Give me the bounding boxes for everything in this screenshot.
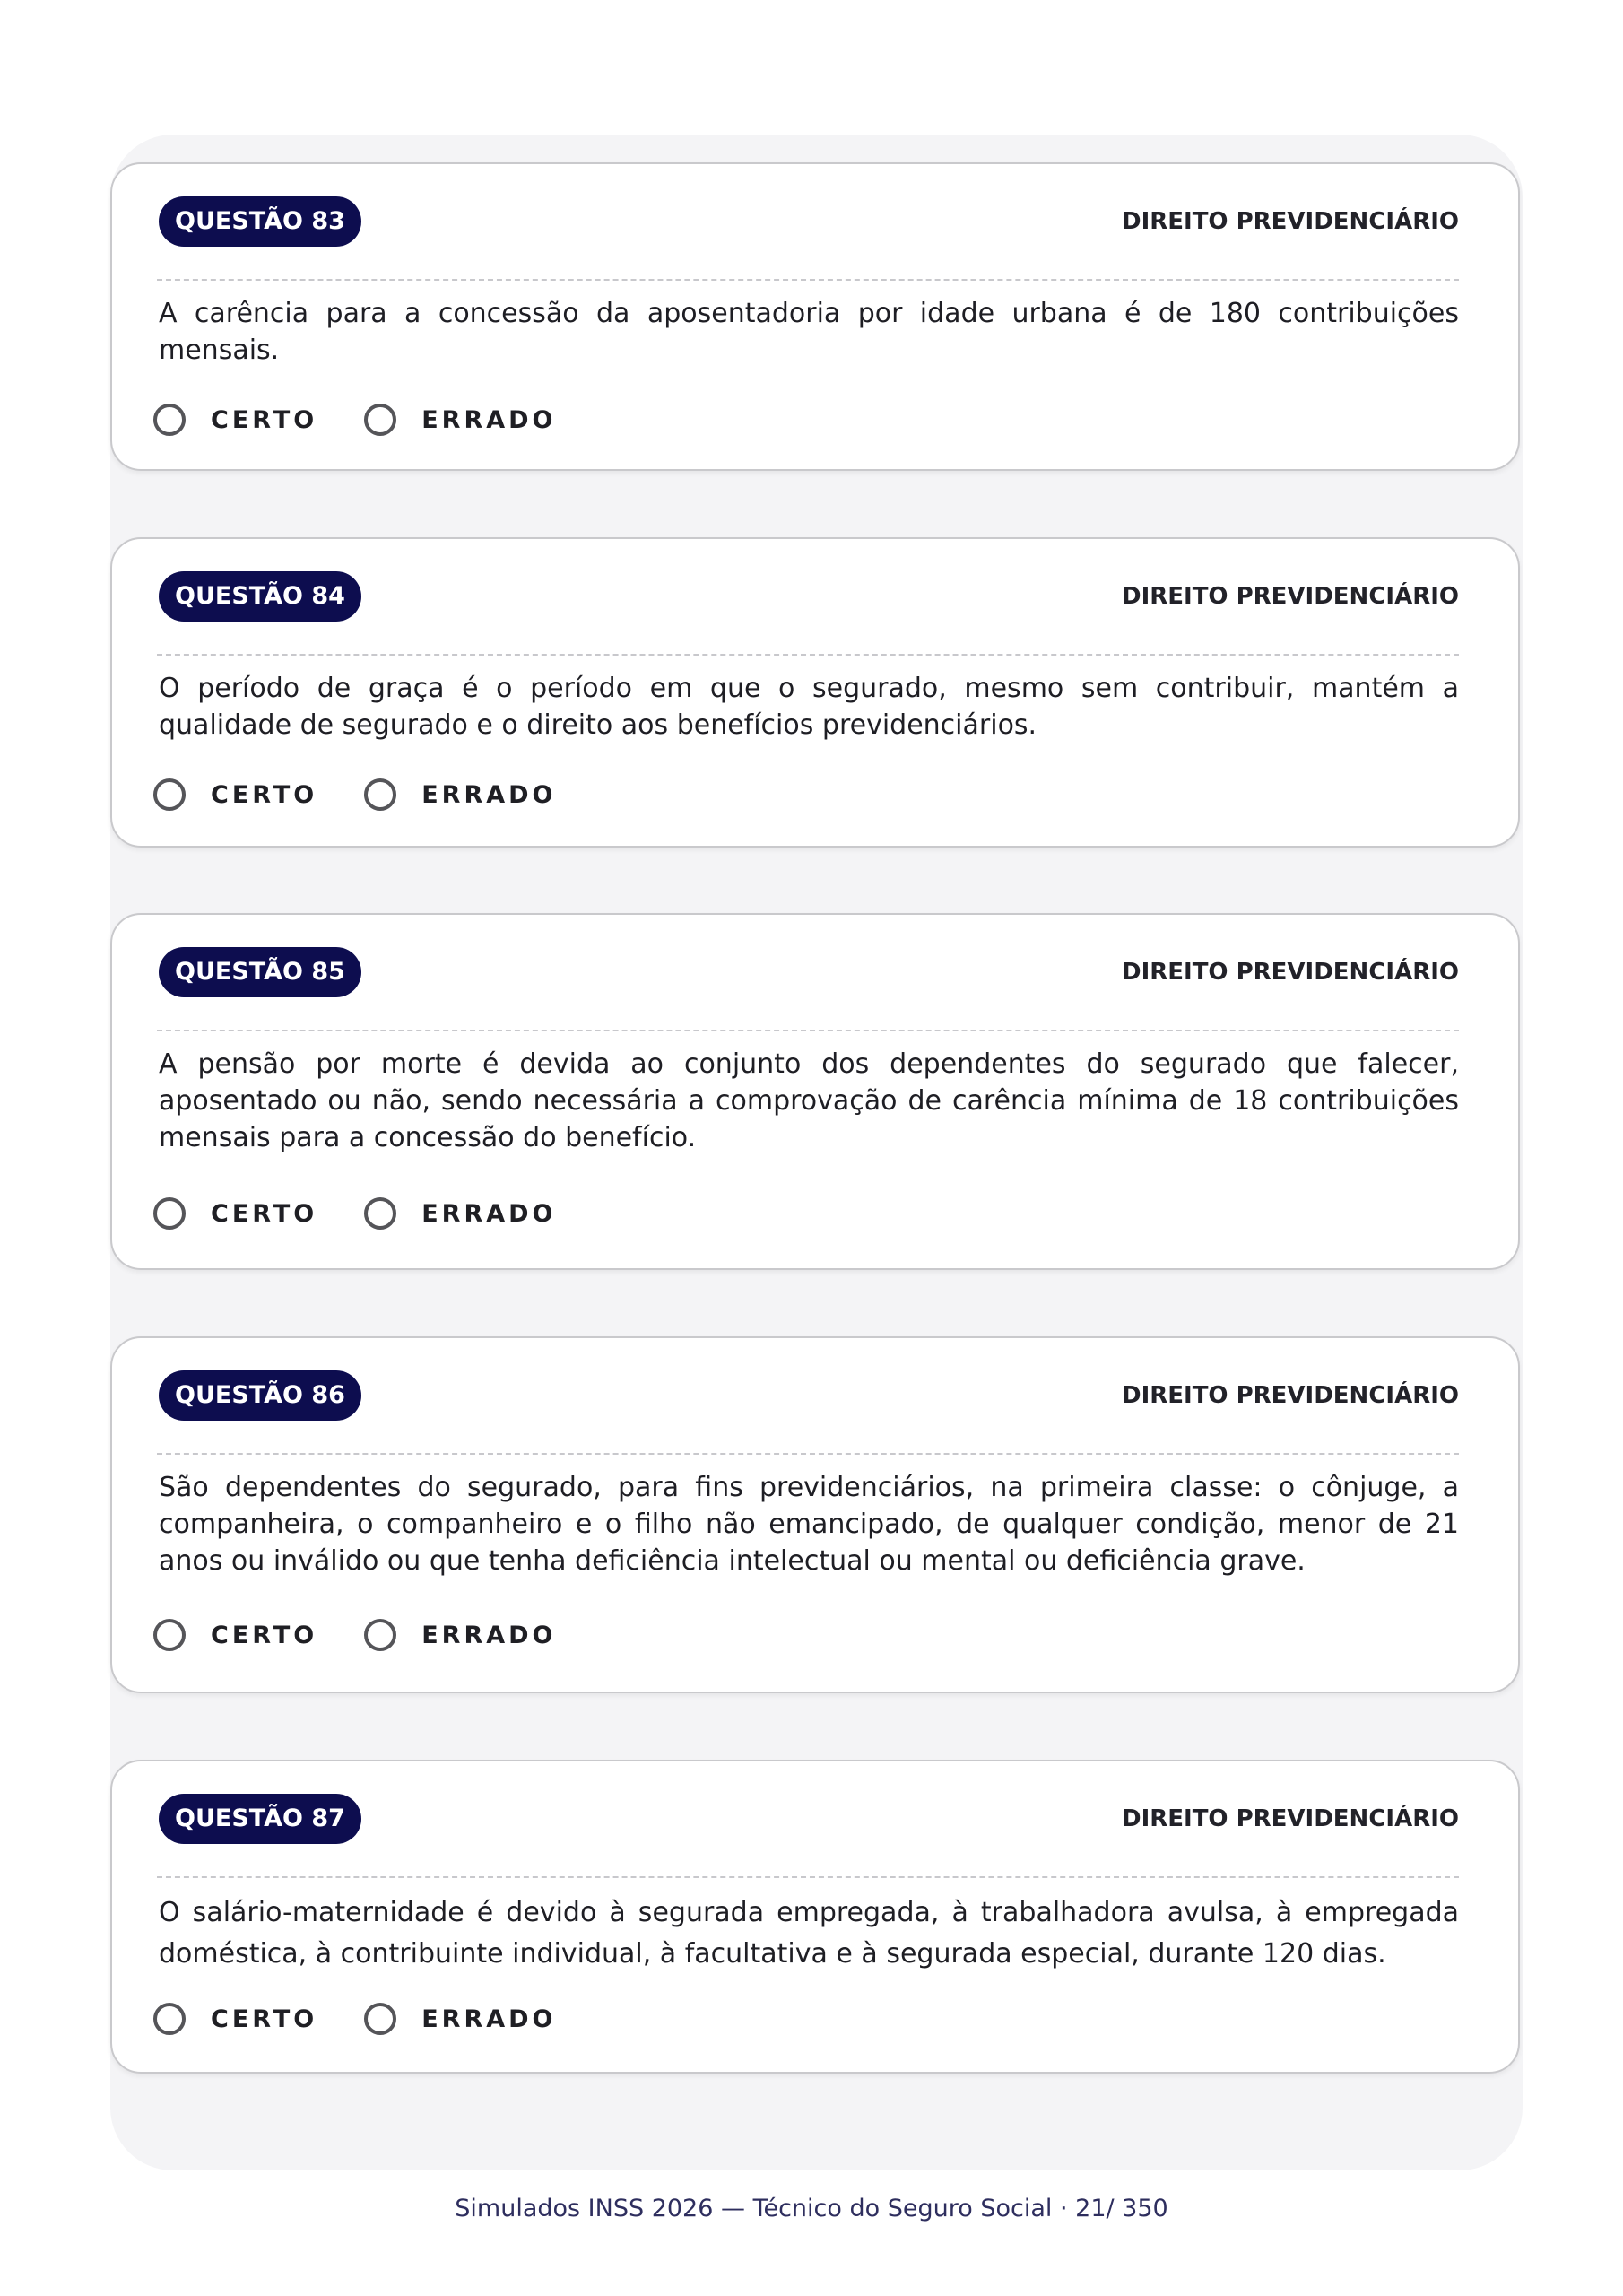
option-errado-label: ERRADO — [421, 1199, 557, 1228]
question-number-badge: QUESTÃO 85 — [159, 947, 361, 997]
option-certo[interactable] — [153, 2003, 317, 2035]
radio-button-errado[interactable] — [364, 778, 396, 811]
answer-options — [153, 1193, 603, 1234]
option-errado[interactable] — [364, 778, 556, 811]
radio-button-certo[interactable] — [153, 1619, 186, 1651]
question-statement: A carência para a concessão da aposentadoria por idade urbana é de 180 contribuições mensais. — [159, 298, 1459, 366]
option-errado-label: ERRADO — [421, 1621, 557, 1649]
question-card-84 — [110, 537, 1520, 848]
question-card-87 — [110, 1760, 1520, 2074]
question-subject: DIREITO PREVIDENCIÁRIO — [1121, 1382, 1459, 1409]
question-subject: DIREITO PREVIDENCIÁRIO — [1121, 208, 1459, 235]
page-footer: Simulados INSS 2026 — Técnico do Seguro Social · 21/ 350 — [455, 2195, 1168, 2222]
question-subject: DIREITO PREVIDENCIÁRIO — [1121, 959, 1459, 986]
answer-options — [153, 774, 603, 815]
question-statement: O período de graça é o período em que o segurado, mesmo sem contribuir, mantém a qualidade de segurado e o direito aos benefícios previdenciários. — [159, 673, 1459, 741]
option-certo-label: CERTO — [211, 405, 318, 434]
option-errado-label: ERRADO — [421, 780, 557, 809]
radio-button-errado[interactable] — [364, 1619, 396, 1651]
divider — [157, 1030, 1459, 1031]
question-subject: DIREITO PREVIDENCIÁRIO — [1121, 1805, 1459, 1832]
radio-button-certo[interactable] — [153, 404, 186, 436]
question-statement: O salário-maternidade é devido à segurada empregada, à trabalhadora avulsa, à empregada doméstica, à contribuinte individual, à facultativa e à segurada especial, durante 120 dias. — [159, 1897, 1459, 1970]
option-certo-label: CERTO — [211, 2005, 318, 2033]
question-number-badge: QUESTÃO 84 — [159, 571, 361, 622]
divider — [157, 654, 1459, 656]
answer-options — [153, 399, 603, 440]
option-certo[interactable] — [153, 404, 317, 436]
question-card-85 — [110, 913, 1520, 1270]
question-statement: A pensão por morte é devida ao conjunto dos dependentes do segurado que falecer, aposentado ou não, sendo necessária a comprovação de carência mínima de 18 contribuições mensais para a concessão do benefício. — [159, 1048, 1459, 1153]
option-errado[interactable] — [364, 404, 556, 436]
question-number-badge: QUESTÃO 87 — [159, 1794, 361, 1844]
divider — [157, 279, 1459, 281]
question-card-86 — [110, 1336, 1520, 1693]
option-certo[interactable] — [153, 1619, 317, 1651]
radio-button-certo[interactable] — [153, 2003, 186, 2035]
radio-button-errado[interactable] — [364, 2003, 396, 2035]
option-errado-label: ERRADO — [421, 2005, 557, 2033]
radio-button-errado[interactable] — [364, 1197, 396, 1230]
option-errado[interactable] — [364, 2003, 556, 2035]
option-errado[interactable] — [364, 1197, 556, 1230]
question-card-83 — [110, 162, 1520, 471]
option-certo-label: CERTO — [211, 780, 318, 809]
radio-button-errado[interactable] — [364, 404, 396, 436]
divider — [157, 1453, 1459, 1455]
option-certo[interactable] — [153, 778, 317, 811]
radio-button-certo[interactable] — [153, 1197, 186, 1230]
option-errado-label: ERRADO — [421, 405, 557, 434]
radio-button-certo[interactable] — [153, 778, 186, 811]
option-errado[interactable] — [364, 1619, 556, 1651]
question-subject: DIREITO PREVIDENCIÁRIO — [1121, 583, 1459, 610]
option-certo[interactable] — [153, 1197, 317, 1230]
answer-options — [153, 1998, 603, 2039]
answer-options — [153, 1614, 603, 1656]
question-number-badge: QUESTÃO 83 — [159, 196, 361, 247]
option-certo-label: CERTO — [211, 1621, 318, 1649]
option-certo-label: CERTO — [211, 1199, 318, 1228]
question-number-badge: QUESTÃO 86 — [159, 1370, 361, 1421]
question-statement: São dependentes do segurado, para fins previdenciários, na primeira classe: o cônjuge, a companheira, o companheiro e o filho não emancipado, de qualquer condição, menor de 21 anos ou inválido ou que tenha deficiência intelectual ou mental ou deficiência grave. — [159, 1472, 1459, 1577]
divider — [157, 1876, 1459, 1878]
